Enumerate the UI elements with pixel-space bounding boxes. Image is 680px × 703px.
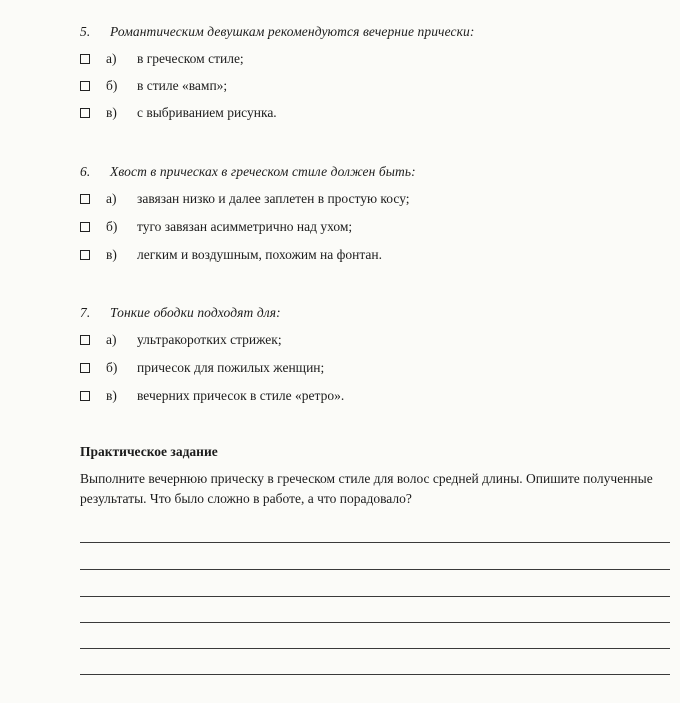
option-letter: в) <box>106 247 117 262</box>
question-7-option-c[interactable] <box>80 387 344 405</box>
answer-line[interactable] <box>80 674 670 675</box>
option-letter: а) <box>106 191 117 206</box>
checkbox[interactable] <box>80 108 90 118</box>
option-letter: в) <box>106 388 117 403</box>
checkbox[interactable] <box>80 222 90 232</box>
question-5-option-c[interactable] <box>80 104 277 122</box>
question-number: 5. <box>80 24 91 39</box>
checkbox[interactable] <box>80 81 90 91</box>
option-text: в стиле «вамп»; <box>137 78 228 93</box>
option-text: туго завязан асимметрично над ухом; <box>137 219 353 234</box>
option-text: завязан низко и далее заплетен в простую косу; <box>137 191 410 206</box>
question-number: 7. <box>80 305 91 320</box>
question-6-option-a[interactable] <box>80 190 410 208</box>
checkbox[interactable] <box>80 194 90 204</box>
option-text: ультракоротких стрижек; <box>137 332 282 347</box>
question-5-option-a[interactable] <box>80 50 244 68</box>
question-text: Хвост в прическах в греческом стиле должен быть: <box>110 164 416 179</box>
checkbox[interactable] <box>80 54 90 64</box>
question-text: Романтическим девушкам рекомендуются вечерние прически: <box>110 24 475 39</box>
option-text: легким и воздушным, похожим на фонтан. <box>137 247 383 262</box>
checkbox[interactable] <box>80 335 90 345</box>
question-5-title <box>80 24 474 40</box>
checkbox[interactable] <box>80 250 90 260</box>
option-text: причесок для пожилых женщин; <box>137 360 325 375</box>
question-6-title <box>80 164 416 180</box>
question-7-title <box>80 305 281 321</box>
checkbox[interactable] <box>80 363 90 373</box>
question-text: Тонкие ободки подходят для: <box>110 305 281 320</box>
practical-task-heading: Практическое задание <box>80 444 218 459</box>
question-7-option-b[interactable] <box>80 359 324 377</box>
question-5-option-b[interactable] <box>80 77 227 95</box>
option-letter: б) <box>106 360 118 375</box>
option-letter: а) <box>106 51 117 66</box>
option-letter: б) <box>106 219 118 234</box>
answer-line[interactable] <box>80 648 670 649</box>
question-6-option-b[interactable] <box>80 218 352 236</box>
question-7-option-a[interactable] <box>80 331 282 349</box>
question-number: 6. <box>80 164 91 179</box>
option-text: с выбриванием рисунка. <box>137 105 277 120</box>
option-text: в греческом стиле; <box>137 51 244 66</box>
answer-line[interactable] <box>80 569 670 570</box>
option-letter: б) <box>106 78 118 93</box>
answer-line[interactable] <box>80 542 670 543</box>
answer-line[interactable] <box>80 622 670 623</box>
answer-line[interactable] <box>80 596 670 597</box>
checkbox[interactable] <box>80 391 90 401</box>
question-6-option-c[interactable] <box>80 246 382 264</box>
option-letter: в) <box>106 105 117 120</box>
option-letter: а) <box>106 332 117 347</box>
practical-task-text: Выполните вечернюю прическу в греческом стиле для волос средней длины. Опишите полученные результаты. Что было сложно в работе, а что порадовало? <box>80 471 653 506</box>
option-text: вечерних причесок в стиле «ретро». <box>137 388 345 403</box>
